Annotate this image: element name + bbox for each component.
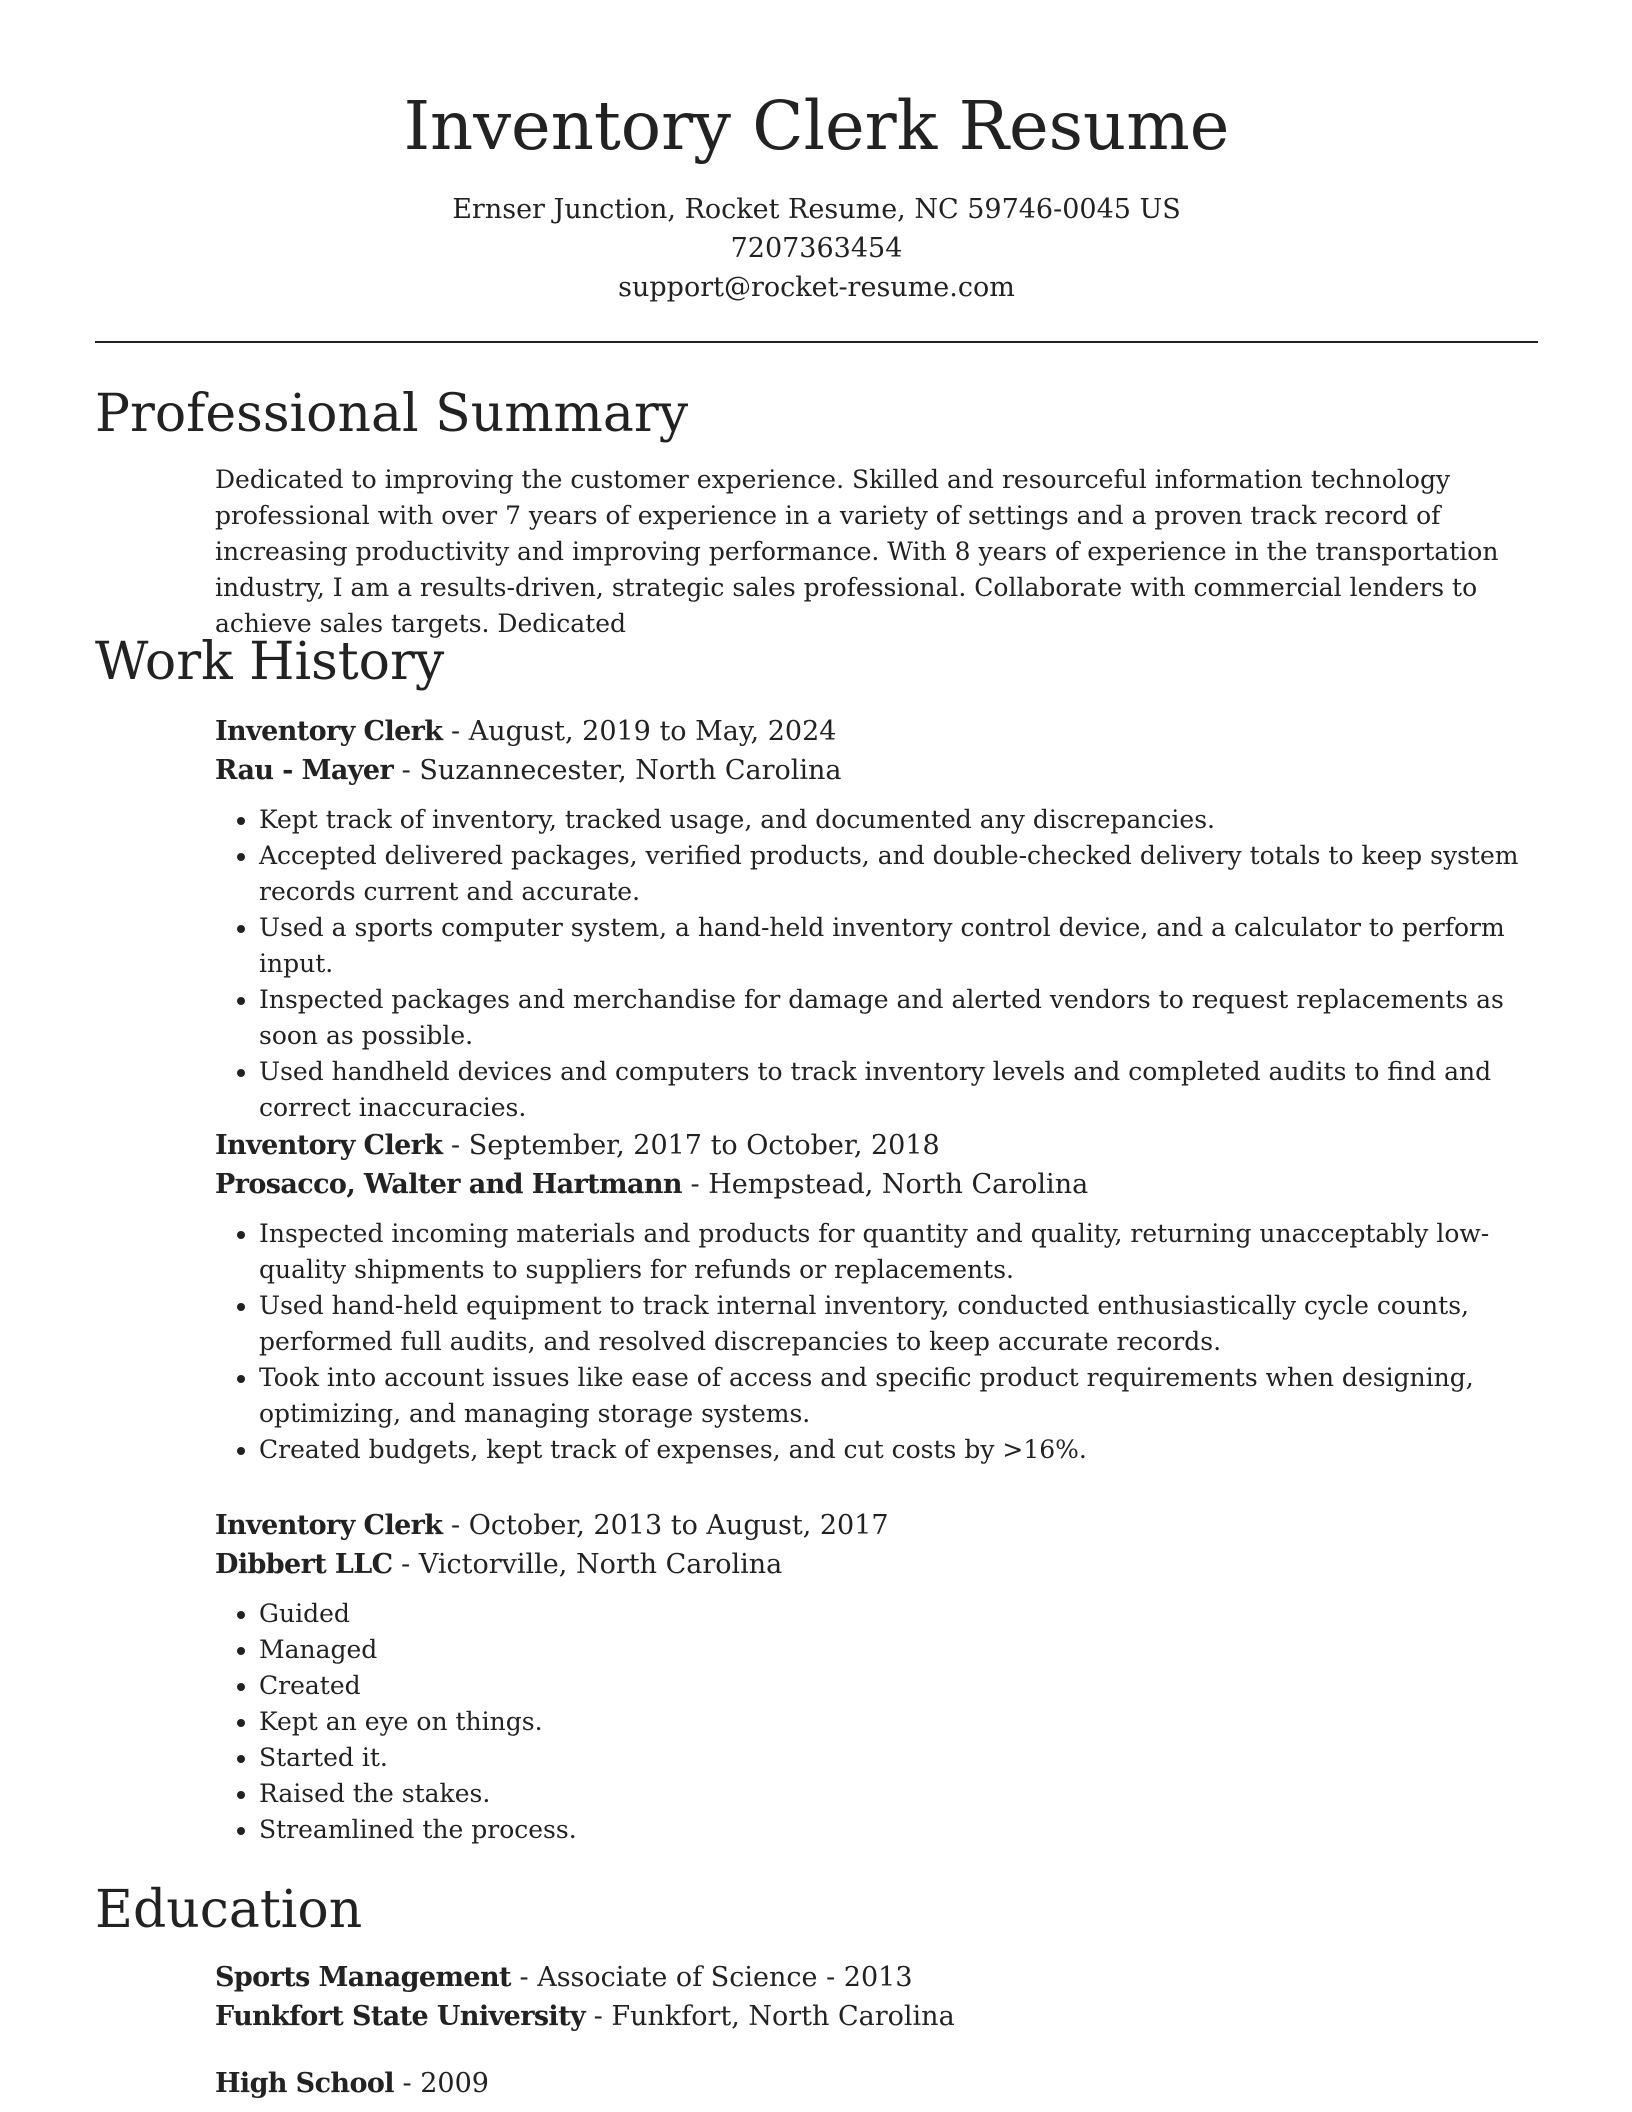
job-bullet: • Kept track of inventory, tracked usage, and documented any discrepancies. [259, 802, 1540, 838]
job-bullet: • Used hand-held equipment to track internal inventory, conducted enthusiastically cycle counts, performed full audits, and resolved discrepancies to keep accurate records. [259, 1288, 1540, 1360]
job-bullet: • Used handheld devices and computers to track inventory levels and completed audits to find and correct inaccuracies. [259, 1054, 1540, 1126]
job-bullet: • Took into account issues like ease of access and specific product requirements when designing, optimizing, and managing storage systems. [259, 1360, 1540, 1432]
education-location: Funkfort, North Carolina [611, 2001, 955, 2032]
education-degree-line [215, 2064, 1540, 2103]
job-bullet-list [215, 802, 1540, 1126]
work-history-heading: Work History [95, 632, 445, 692]
job-bullet-list [215, 1216, 1540, 1468]
job-bullet: • Started it. [259, 1740, 1540, 1776]
job-bullet: • Kept an eye on things. [259, 1704, 1540, 1740]
separator: - [817, 1962, 844, 1993]
job-dates: October, 2013 to August, 2017 [468, 1510, 889, 1541]
education-school-line [215, 1997, 1540, 2036]
contact-address: Ernser Junction, Rocket Resume, NC 59746-0045 US [452, 194, 1181, 225]
separator: - [585, 2001, 612, 2032]
education-program: High School [215, 2068, 394, 2099]
resume-page [95, 0, 1538, 2112]
job-title: Inventory Clerk [215, 1510, 443, 1541]
separator: - [510, 1962, 538, 1993]
education-year: 2009 [420, 2068, 489, 2099]
job-bullet: • Streamlined the process. [259, 1812, 1540, 1848]
job-entry [215, 1506, 1540, 1848]
job-company-line [215, 1545, 1540, 1584]
education-degree-line [215, 1958, 1540, 1997]
job-title: Inventory Clerk [215, 716, 443, 747]
job-bullet: • Created [259, 1668, 1540, 1704]
resume-title: Inventory Clerk Resume [403, 87, 1230, 165]
job-location: Hempstead, North Carolina [708, 1169, 1089, 1200]
job-bullet: • Raised the stakes. [259, 1776, 1540, 1812]
separator: - [442, 1510, 469, 1541]
job-bullet-list [215, 1596, 1540, 1848]
job-title: Inventory Clerk [215, 1130, 443, 1161]
education-heading: Education [95, 1880, 363, 1940]
job-title-line [215, 1506, 1540, 1545]
contact-email: support@rocket-resume.com [618, 272, 1015, 303]
job-title-line [215, 1126, 1540, 1165]
separator: - [442, 716, 469, 747]
job-bullet: • Managed [259, 1632, 1540, 1668]
job-bullet: • Created budgets, kept track of expenses, and cut costs by >16%. [259, 1432, 1540, 1468]
job-bullet: • Accepted delivered packages, verified products, and double-checked delivery totals to keep system records current and accurate. [259, 838, 1540, 910]
summary-heading: Professional Summary [95, 384, 689, 444]
job-entry [215, 712, 1540, 1126]
job-company: Prosacco, Walter and Hartmann [215, 1169, 682, 1200]
separator: - [442, 1130, 469, 1161]
education-program: Sports Management [215, 1962, 511, 1993]
education-degree: Associate of Science [537, 1962, 818, 1993]
education-year: 2013 [843, 1962, 913, 1993]
summary-text: Dedicated to improving the customer experience. Skilled and resourceful information technology professional with over 7 years of experience in a variety of settings and a proven track record of increasing productivity and improving performance. With 8 years of experience in the transportation industry, I am a results-driven, strategic sales professional. Collaborate with commercial lenders to achieve sales targets. Dedicated [215, 465, 1499, 638]
job-bullet: • Used a sports computer system, a hand-held inventory control device, and a calculator to perform input. [259, 910, 1540, 982]
contact-block [95, 190, 1538, 307]
job-title-line [215, 712, 1540, 751]
job-location: Suzannecester, North Carolina [419, 755, 842, 786]
separator: - [681, 1169, 709, 1200]
job-company: Rau - Mayer [215, 755, 394, 786]
summary-section [215, 462, 1540, 642]
separator: - [393, 2068, 421, 2099]
education-entry [215, 2064, 1540, 2103]
education-entry [215, 1958, 1540, 2036]
job-location: Victorville, North Carolina [418, 1549, 783, 1580]
job-dates: August, 2019 to May, 2024 [468, 716, 837, 747]
job-bullet: • Guided [259, 1596, 1540, 1632]
job-company-line [215, 1165, 1540, 1204]
job-bullet: • Inspected incoming materials and products for quantity and quality, returning unacceptably low-quality shipments to suppliers for refunds or replacements. [259, 1216, 1540, 1288]
contact-phone: 7207363454 [730, 233, 903, 264]
job-dates: September, 2017 to October, 2018 [468, 1130, 940, 1161]
separator: - [392, 1549, 419, 1580]
job-entry [215, 1126, 1540, 1468]
separator: - [393, 755, 420, 786]
job-company: Dibbert LLC [215, 1549, 393, 1580]
job-bullet: • Inspected packages and merchandise for damage and alerted vendors to request replacements as soon as possible. [259, 982, 1540, 1054]
header-divider [95, 341, 1538, 343]
job-company-line [215, 751, 1540, 790]
education-school: Funkfort State University [215, 2001, 586, 2032]
